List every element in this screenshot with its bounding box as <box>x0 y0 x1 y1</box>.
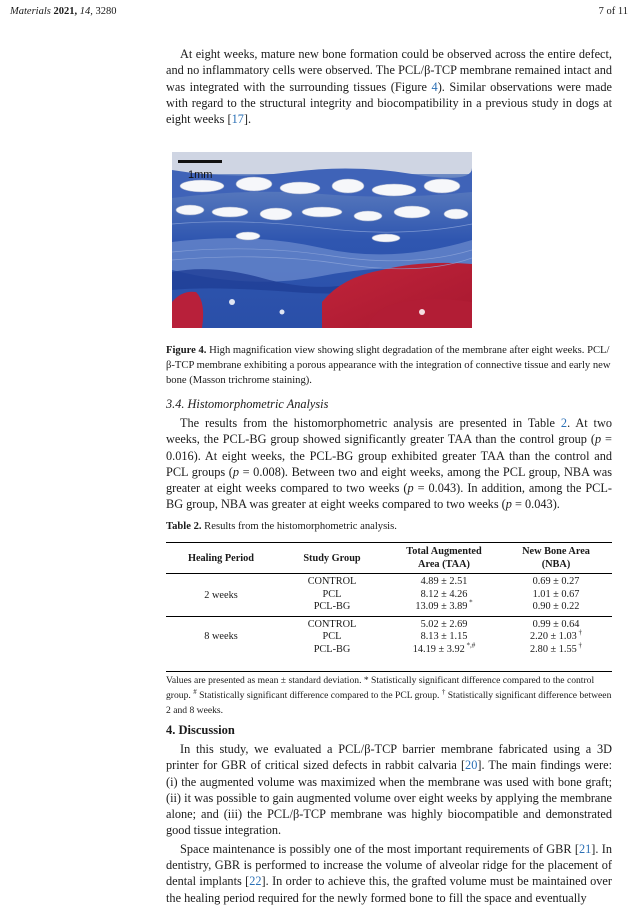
taa-cell <box>388 598 500 616</box>
significance-mark: *,# <box>464 641 476 650</box>
header-line: New Bone Area <box>522 546 590 557</box>
text-run: ). Similar observations were made with regard to the structural integrity and biocompatibility in a previous study in dogs at eight weeks [ <box>166 79 612 127</box>
section-heading: 3.4. Histomorphometric Analysis <box>166 397 329 411</box>
nba-value: 2.20 ± 1.03 <box>529 631 577 642</box>
table-caption <box>166 521 397 532</box>
taa-cell <box>388 641 500 657</box>
text-run: = 0.043). <box>511 497 560 512</box>
footnote-text: Values are presented as mean ± standard deviation. * Statistically significant difference compared to the control group. <box>166 675 595 701</box>
citation-link[interactable]: 21 <box>578 841 592 856</box>
citation-link[interactable]: 22 <box>249 874 262 889</box>
nba-cell <box>500 601 612 616</box>
column-header <box>500 543 612 574</box>
histomorphometric-paragraph <box>166 415 612 513</box>
study-group-cell: CONTROL <box>307 576 357 587</box>
text-run: ]. <box>243 112 252 127</box>
taa-cell <box>388 574 500 589</box>
column-header: Healing Period <box>166 543 276 574</box>
table-header-row <box>166 543 612 574</box>
text-run: Space maintenance is possibly one of the most important requirements of GBR [ <box>180 841 579 856</box>
nba-value: 2.80 ± 1.55 <box>529 643 577 655</box>
taa-value: 8.12 ± 4.26 <box>420 588 468 600</box>
p-value-symbol: p <box>407 481 414 496</box>
healing-period-cell: 2 weeks <box>166 574 276 617</box>
column-header: Study Group <box>276 543 388 574</box>
text-run: ]. In order to achieve this, the grafted volume must be maintained over the healing period required for the newly formed bone to fill the space and eventually <box>166 874 612 905</box>
header-line: Area (TAA) <box>418 559 470 570</box>
text-run: . At two weeks, the PCL-BG group showed significantly greater TAA than the control group ( <box>166 416 612 447</box>
running-header <box>10 6 628 17</box>
study-group-cell: PCL <box>322 631 342 642</box>
footnote-text: Statistically significant difference compared to the PCL group. <box>196 690 440 701</box>
significance-mark: † <box>576 628 583 637</box>
nba-value: 1.01 ± 0.67 <box>532 588 580 600</box>
nba-value: 0.69 ± 0.27 <box>532 576 580 587</box>
study-group-cell: PCL <box>322 588 342 600</box>
table-caption-text: Results from the histomorphometric analysis. <box>201 521 397 532</box>
text-run: = 0.016). At eight weeks, the PCL-BG group exhibited greater TAA than the control and PCL groups ( <box>166 432 612 479</box>
text-run: ]. In dentistry, GBR is performed to increase the volume of alveolar ridge for the placement of dental implants [ <box>166 841 612 889</box>
table-caption-label: Table 2. <box>166 521 202 532</box>
table-row <box>166 616 612 631</box>
nba-cell <box>500 628 612 644</box>
nba-cell <box>500 616 612 631</box>
text-run: The results from the histomorphometric analysis are presented in Table <box>180 416 561 430</box>
results-table <box>166 542 612 656</box>
figure-caption-text: High magnification view showing slight degradation of the membrane after eight weeks. PCL/β-TCP membrane exhibiting a porous appearance with the integration of connective tissue and early new bone (Masson trichrome staining). <box>166 345 611 386</box>
taa-cell <box>388 616 500 631</box>
discussion-text <box>166 741 612 906</box>
footnote-mark: # <box>193 687 197 696</box>
figure-caption <box>166 343 612 388</box>
nba-value: 0.90 ± 0.22 <box>532 601 580 612</box>
section-heading-discussion: 4. Discussion <box>166 723 235 737</box>
text-run: ]. The main findings were: (i) the augmented volume was maximized when the membrane was used with bone graft; (ii) it was possible to gain augmented volume over eight weeks by applying the membrane alone; and (iii) the PCL/β-TCP membrane was highly biocompatible and demonstrated good tissue integration. <box>166 758 612 838</box>
text-run: = 0.008). Between two and eight weeks, among the PCL group, NBA was greater at eight weeks compared to two weeks ( <box>166 464 612 496</box>
taa-value: 5.02 ± 2.69 <box>420 618 468 630</box>
nba-cell <box>500 641 612 657</box>
figure-caption-label: Figure 4. <box>166 345 207 356</box>
scale-bar-label: 1mm <box>188 169 213 181</box>
p-value-symbol: p <box>594 432 602 447</box>
table-link[interactable]: 2 <box>560 416 568 430</box>
p-value-symbol: p <box>232 464 240 479</box>
taa-value: 13.09 ± 3.89 <box>415 601 468 612</box>
taa-value: 8.13 ± 1.15 <box>420 631 468 642</box>
study-group-cell: PCL-BG <box>276 601 388 616</box>
histology-image <box>172 152 472 328</box>
journal-name: Materials <box>10 6 51 17</box>
taa-value: 14.19 ± 3.92 <box>412 643 465 655</box>
significance-mark: * <box>467 598 473 607</box>
study-group-cell: CONTROL <box>307 618 357 630</box>
citation-link[interactable]: 17 <box>231 112 244 127</box>
significance-mark: † <box>576 641 583 650</box>
journal-volume: 14, <box>79 6 93 17</box>
footnote-text: Statistically significant difference between 2 and 8 weeks. <box>166 690 612 716</box>
table-row <box>166 574 612 589</box>
table-footnote <box>166 671 612 718</box>
article-number: 3280 <box>95 6 117 17</box>
header-line: (NBA) <box>541 559 571 570</box>
taa-cell <box>388 589 500 602</box>
healing-period-cell: 8 weeks <box>204 631 238 642</box>
header-line: Total Augmented <box>406 546 482 557</box>
column-header <box>388 543 500 574</box>
figure-link[interactable]: 4 <box>431 79 438 94</box>
text-run: = 0.043). In addition, among the PCL-BG group, NBA was greater at eight weeks compared to two weeks ( <box>166 481 612 512</box>
nba-value: 0.99 ± 0.64 <box>532 618 580 630</box>
nba-cell <box>500 574 612 589</box>
footnote-mark: † <box>441 687 446 696</box>
taa-value: 4.89 ± 2.51 <box>420 576 468 587</box>
results-paragraph <box>166 46 612 127</box>
journal-year: 2021, <box>53 6 78 17</box>
text-run: In this study, we evaluated a PCL/β-TCP barrier membrane fabricated using a 3D printer for GBR of critical sized defects in rabbit calvaria [ <box>166 742 612 773</box>
taa-cell <box>388 631 500 644</box>
nba-cell <box>500 589 612 602</box>
study-group-cell: PCL-BG <box>313 643 351 655</box>
text-run: At eight weeks, mature new bone formation could be observed across the entire defect, and no inflammatory cells were observed. The PCL/β-TCP membrane remained intact and was integrated with the surrounding tissues (Figure <box>166 47 612 94</box>
page-number: 7 of 11 <box>598 6 628 17</box>
citation-link[interactable]: 20 <box>465 758 478 773</box>
p-value-symbol: p <box>505 497 512 512</box>
